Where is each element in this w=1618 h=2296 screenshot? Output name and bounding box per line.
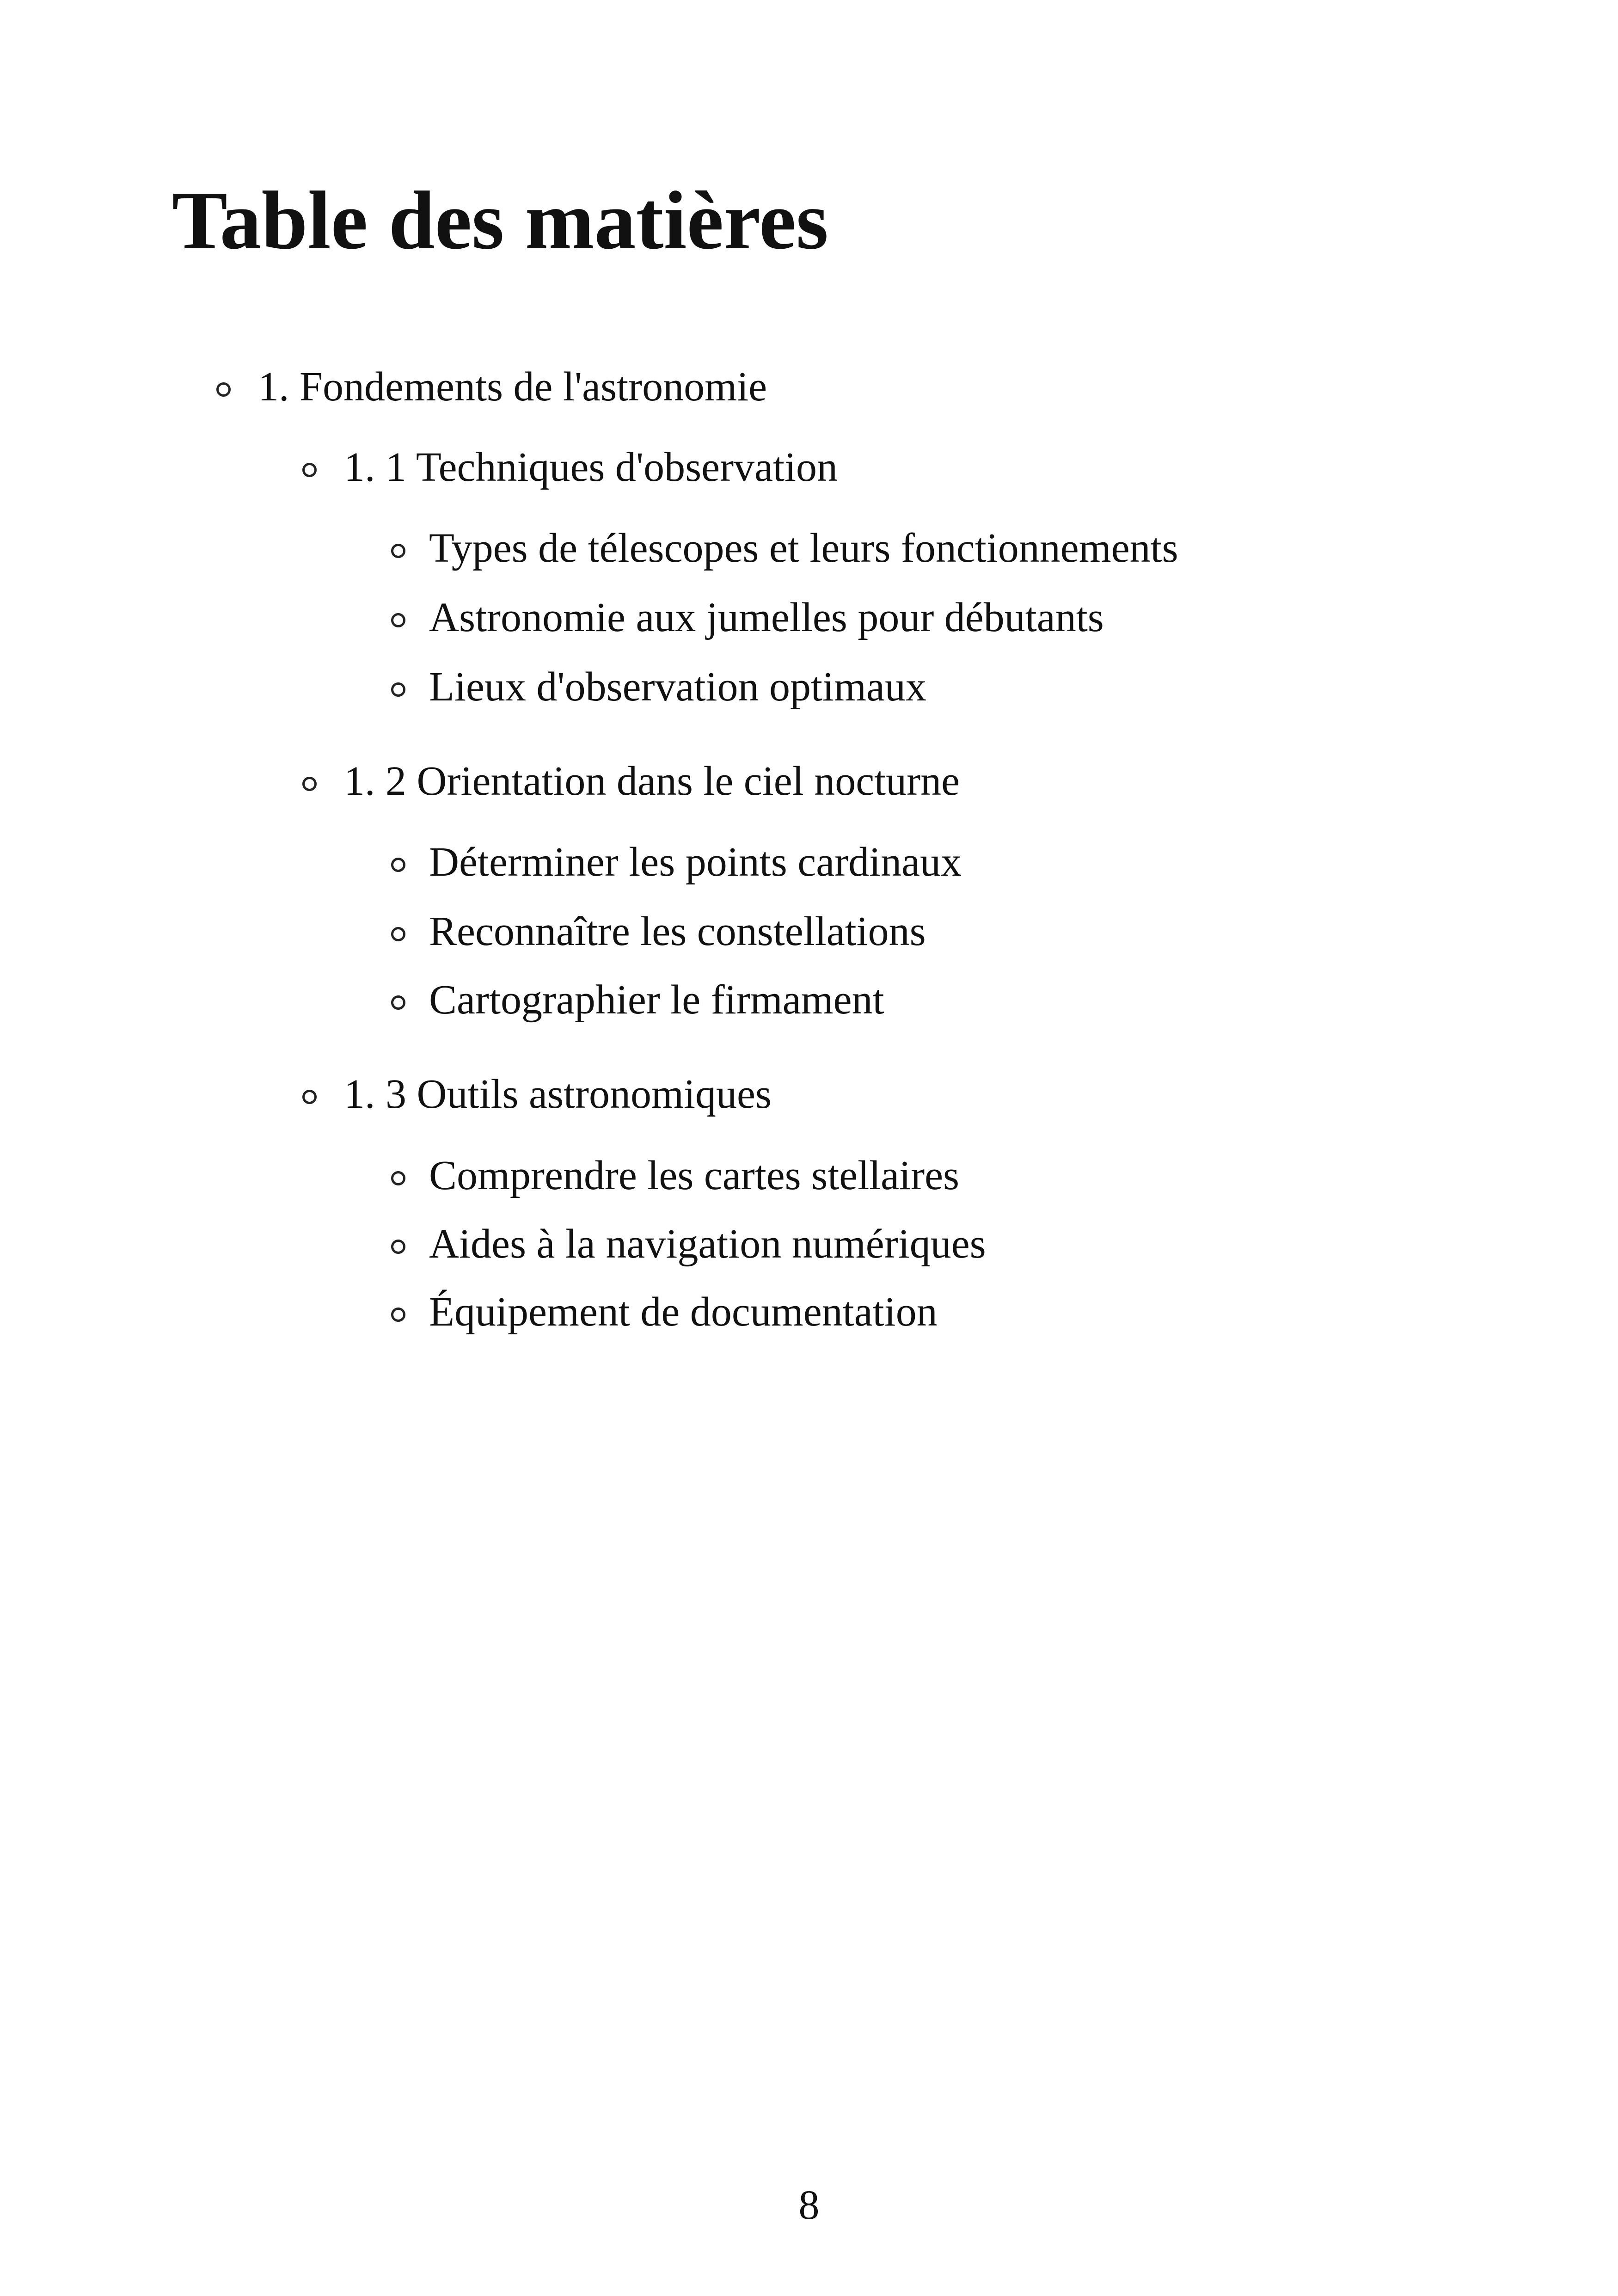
toc-item[interactable] bbox=[429, 1223, 986, 1265]
toc-item[interactable] bbox=[429, 1155, 959, 1197]
toc-item-label: Astronomie aux jumelles pour débutants bbox=[429, 595, 1104, 640]
circle-bullet-icon bbox=[302, 463, 317, 477]
circle-bullet-icon bbox=[391, 1308, 405, 1322]
circle-bullet-icon bbox=[391, 858, 405, 872]
toc-item[interactable] bbox=[429, 525, 1178, 571]
circle-bullet-icon bbox=[302, 777, 317, 791]
circle-bullet-icon bbox=[391, 682, 405, 697]
toc-chapter-label: 1. Fondements de l'astronomie bbox=[258, 364, 767, 410]
circle-bullet-icon bbox=[391, 544, 405, 558]
toc-item-label: Reconnaître les constellations bbox=[429, 909, 926, 954]
page-number: 8 bbox=[798, 2182, 820, 2228]
toc-item-label: Lieux d'observation optimaux bbox=[429, 664, 927, 710]
toc-item-label: Déterminer les points cardinaux bbox=[429, 839, 962, 885]
toc-item-label: Aides à la navigation numériques bbox=[429, 1221, 986, 1267]
circle-bullet-icon bbox=[391, 927, 405, 941]
circle-bullet-icon bbox=[391, 1171, 405, 1185]
toc-section-label: 1. 1 Techniques d'observation bbox=[344, 444, 838, 490]
circle-bullet-icon bbox=[391, 995, 405, 1010]
toc-section-1-3[interactable] bbox=[344, 1071, 772, 1117]
toc-item-label: Types de télescopes et leurs fonctionnements bbox=[429, 525, 1178, 571]
toc-item-label: Comprendre les cartes stellaires bbox=[429, 1153, 960, 1198]
toc-item[interactable] bbox=[429, 666, 926, 708]
toc-section-label: 1. 3 Outils astronomiques bbox=[344, 1071, 772, 1117]
toc-item[interactable] bbox=[429, 1291, 938, 1333]
circle-bullet-icon bbox=[391, 613, 405, 627]
toc-item[interactable] bbox=[429, 597, 1104, 638]
toc-section-label: 1. 2 Orientation dans le ciel nocturne bbox=[344, 758, 960, 804]
toc-item-label: Équipement de documentation bbox=[429, 1289, 938, 1335]
toc-item[interactable] bbox=[429, 841, 962, 883]
toc-section-1-2[interactable] bbox=[344, 758, 960, 804]
toc-item[interactable] bbox=[429, 979, 884, 1021]
toc-chapter-1[interactable] bbox=[258, 366, 767, 408]
circle-bullet-icon bbox=[391, 1240, 405, 1254]
circle-bullet-icon bbox=[216, 382, 231, 397]
toc-item[interactable] bbox=[429, 911, 926, 952]
circle-bullet-icon bbox=[302, 1090, 317, 1104]
toc-item-label: Cartographier le firmament bbox=[429, 977, 884, 1023]
toc-section-1-1[interactable] bbox=[344, 444, 838, 490]
page-title: Table des matières bbox=[172, 174, 828, 266]
